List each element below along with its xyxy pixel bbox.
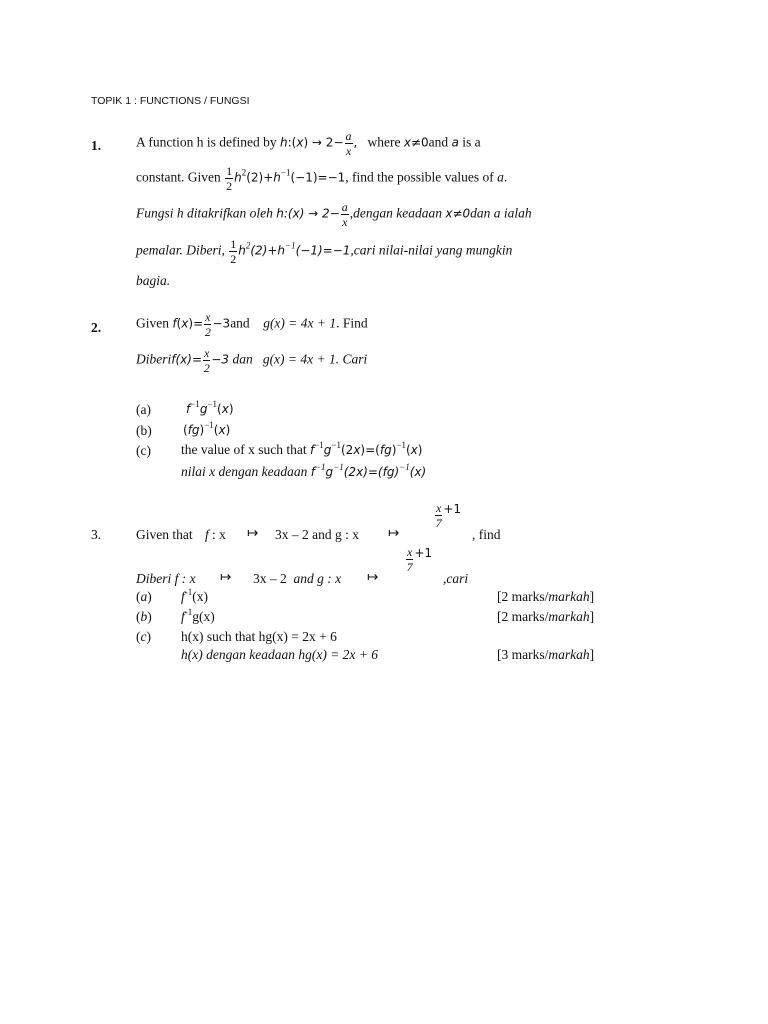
fraction-x-over-7-plus-1: $\frac{x}{7}$ $^{+1}$ (435, 501, 462, 530)
q3-part-b-marks: [2 marks/markah] (497, 609, 595, 624)
fraction-x-over-2: $\frac{x}{2}$ (204, 310, 211, 339)
q3-part-a-expr: $f^{-1}(x)$ (181, 587, 209, 604)
q1-number: 1. (91, 138, 102, 153)
fraction-x-over-2-ms: $\frac{x}{2}$ (203, 346, 210, 375)
q3-en-given: Given that (136, 527, 193, 542)
maps-to-icon-3: ↦ (220, 569, 232, 584)
q1-ms-line2: pemalar. Diberi, $\frac{1}{2}$ $h^2(2)+h^{-1}(-1)=-1,cari$ nilai-nilai yang mungkin (136, 237, 513, 266)
q3-en-end: , find (472, 527, 501, 542)
q3-en-expr: 3x – 2 and g : x (275, 527, 359, 542)
q1-en-line2: constant. Given $\frac{1}{2}$ $h^2(2)+h^{-1}(-1)=-1$, find the possible values of a. (136, 164, 508, 193)
q3-part-a-marks: [2 marks/markah] (497, 589, 595, 604)
fraction-a-over-x-ms: $\frac{a}{x}$ (341, 200, 348, 229)
fraction-one-half-ms: $\frac{1}{2}$ (230, 237, 237, 266)
q2-part-c-en: the value of x such that $f^{-1}g^{-1}(2x)=(fg)^{-1}(x)$ (181, 440, 423, 457)
q3-part-b-label: (b) (136, 609, 152, 624)
maps-to-icon: ↦ (247, 525, 259, 540)
q3-part-c-en: h(x) such that hg(x) = 2x + 6 (181, 629, 337, 644)
maps-to-icon-2: ↦ (388, 525, 400, 540)
q1-ms-line3: bagia. (136, 273, 171, 288)
fraction-a-over-x: $\frac{a}{x}$ (345, 129, 352, 158)
q2-ms-line: Diberif(x)= $\frac{x}{2}$ −3 dan g(x) = 4x + 1. Cari (136, 346, 368, 375)
fraction-x-over-7-plus-1-ms: $\frac{x}{7}$ $^{+1}$ (406, 545, 433, 574)
q2-part-b-label: (b) (136, 423, 152, 438)
q2-number: 2. (91, 320, 102, 335)
q1-ms-line1: Fungsi h ditakrifkan oleh h:(x) → 2− $\frac{a}{x}$ ,dengan keadaan x≠0dan a ialah (136, 200, 532, 229)
q2-part-a-expr: $f^{-1}g^{-1}(x)$ (186, 399, 234, 416)
q3-part-a-label: (a) (136, 589, 152, 604)
q2-part-c-label: (c) (136, 443, 151, 458)
q3-en-x: : x (212, 527, 226, 542)
q3-en-f: f (205, 527, 209, 542)
q2-part-b-expr: (fg)$^{-1}$(x) (183, 420, 231, 437)
q3-number: 3. (91, 527, 102, 542)
q3-part-c-marks: [3 marks/markah] (497, 647, 595, 662)
q3-part-c-label: (c) (136, 629, 151, 644)
q2-part-a-label: (a) (136, 402, 151, 417)
q1-en-line1: A function h is defined by h:(x) → 2− $\frac{a}{x}$ , where x≠0and a is a (136, 129, 481, 158)
q3-ms-given: Diberi f : x (136, 571, 196, 586)
q3-ms-end: ,cari (443, 571, 469, 586)
maps-to-icon-4: ↦ (367, 569, 379, 584)
q3-part-c-ms: h(x) dengan keadaan hg(x) = 2x + 6 (181, 647, 379, 662)
q3-ms-expr: 3x – 2 and g : x (253, 571, 342, 586)
q3-part-b-expr: $f^{-1}g(x)$ (181, 607, 215, 624)
q2-part-c-ms: nilai x dengan keadaan $f^{-1}g^{-1}(2x)=(fg)^{-1}(x)$ (181, 462, 427, 479)
page-title: TOPIK 1 : FUNCTIONS / FUNGSI (91, 95, 250, 107)
q2-en-line: Given f(x)= $\frac{x}{2}$ −3and g(x) = 4x + 1. Find (136, 310, 368, 339)
fraction-one-half: $\frac{1}{2}$ (226, 164, 233, 193)
